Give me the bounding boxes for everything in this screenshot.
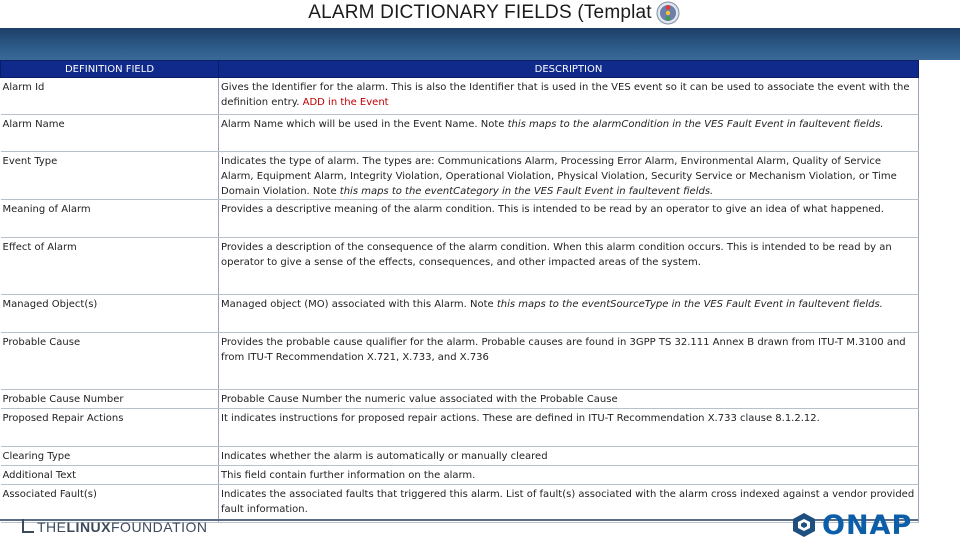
table-row — [1, 152, 919, 200]
table-row — [1, 409, 919, 447]
description-cell: Indicates the type of alarm. The types are: Communications Alarm, Processing Error Alarm, Environmental Alarm, Quality of Service Alarm, Equipment Alarm, Integrity Violation, Operational Violation, Physical Violation, Security Service or Mechanism Violation, or Time Domain Violation. Note this maps to the eventCategory in the VES Fault Event in faultevent fields. — [219, 152, 919, 200]
table-row — [1, 333, 919, 390]
table-row — [1, 238, 919, 295]
description-cell: Provides a description of the consequence of the alarm condition. When this alarm condition occurs. This is intended to be read by an operator to give a sense of the effects, consequences, and other impacted areas of the system. — [219, 238, 919, 295]
onap-wordmark: ONAP — [822, 510, 913, 541]
title-band — [0, 28, 960, 60]
alarm-fields-table — [0, 60, 918, 523]
description-cell: Gives the Identifier for the alarm. This is also the Identifier that is used in the VES event so it can be used to associate the event with the definition entry. ADD in the Event — [219, 78, 919, 115]
description-cell: Probable Cause Number the numeric value associated with the Probable Cause — [219, 390, 919, 409]
definition-field-cell: Proposed Repair Actions — [1, 409, 219, 447]
definition-field-cell: Clearing Type — [1, 447, 219, 466]
definition-field-cell: Alarm Id — [1, 78, 219, 115]
title-bar — [0, 0, 960, 28]
description-cell: Alarm Name which will be used in the Event Name. Note this maps to the alarmCondition in the VES Fault Event in faultevent fields. — [219, 115, 919, 152]
table-row — [1, 447, 919, 466]
table-row — [1, 466, 919, 485]
description-cell: It indicates instructions for proposed repair actions. These are defined in ITU-T Recommendation X.733 clause 8.1.2.12. — [219, 409, 919, 447]
table-row — [1, 200, 919, 238]
definition-field-cell: Managed Object(s) — [1, 295, 219, 333]
definition-field-cell: Probable Cause Number — [1, 390, 219, 409]
linux-foundation-logo: THELINUXFOUNDATION — [22, 519, 208, 539]
description-cell: Managed object (MO) associated with this Alarm. Note this maps to the eventSourceType in the VES Fault Event in faultevent fields. — [219, 295, 919, 333]
table-row — [1, 115, 919, 152]
slide-title: ALARM DICTIONARY FIELDS (Templat — [308, 2, 652, 23]
definition-field-cell: Associated Fault(s) — [1, 485, 219, 523]
description-cell: Indicates whether the alarm is automatically or manually cleared — [219, 447, 919, 466]
description-cell: Indicates the associated faults that triggered this alarm. List of fault(s) associated with the alarm cross indexed against a vendor provided fault information. — [219, 485, 919, 523]
definition-field-cell: Effect of Alarm — [1, 238, 219, 295]
definition-field-cell: Alarm Name — [1, 115, 219, 152]
column-header-description: DESCRIPTION — [219, 61, 919, 78]
lf-mark-icon — [22, 519, 34, 533]
column-header-definition-field: DEFINITION FIELD — [1, 61, 219, 78]
description-cell: Provides the probable cause qualifier for the alarm. Probable causes are found in 3GPP TS 32.111 Annex B drawn from ITU-T M.3100 and from ITU-T Recommendation X.721, X.733, and X.736 — [219, 333, 919, 390]
table-row — [1, 78, 919, 115]
definition-field-cell: Additional Text — [1, 466, 219, 485]
table-row — [1, 295, 919, 333]
definition-field-cell: Meaning of Alarm — [1, 200, 219, 238]
description-cell: This field contain further information on the alarm. — [219, 466, 919, 485]
onap-logo — [790, 511, 930, 540]
table-row — [1, 485, 919, 523]
definition-field-cell: Event Type — [1, 152, 219, 200]
slide-badge-icon — [656, 1, 680, 25]
description-cell: Provides a descriptive meaning of the alarm condition. This is intended to be read by an operator to give an idea of what happened. — [219, 200, 919, 238]
onap-mark-icon — [790, 511, 818, 539]
table-row — [1, 390, 919, 409]
definition-field-cell: Probable Cause — [1, 333, 219, 390]
